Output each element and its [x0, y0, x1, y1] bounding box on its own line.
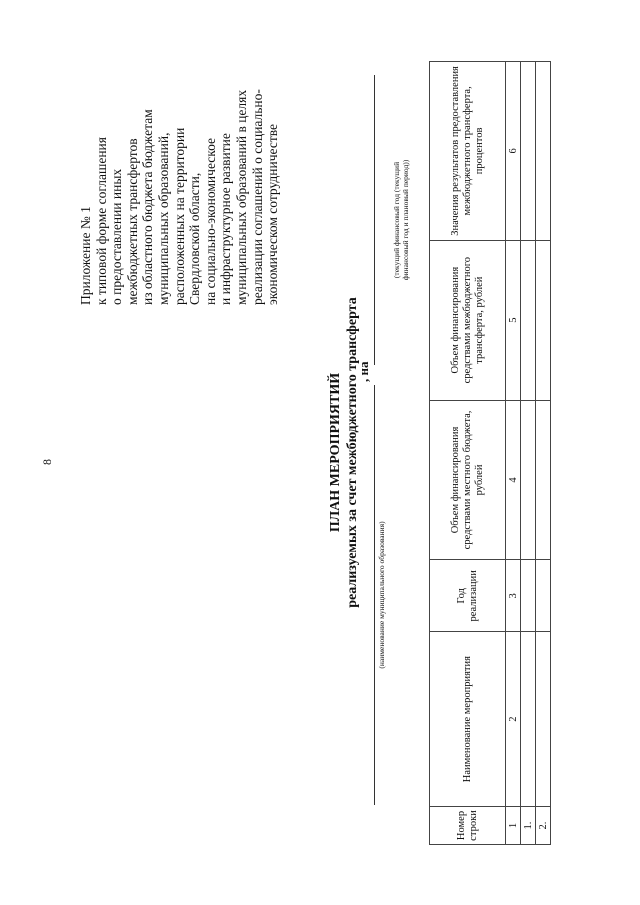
- table-cell: [536, 62, 551, 241]
- appendix-line: из областного бюджета бюджетам: [140, 109, 156, 305]
- appendix-line: экономическом сотрудничестве: [265, 123, 281, 305]
- page-number: 8: [40, 459, 54, 465]
- header-transfer-funding: Объем финансирования средствами межбюджетного трансферта, рублей: [430, 240, 506, 400]
- appendix-block: [78, 5, 281, 305]
- table-cell: [536, 632, 551, 807]
- column-number: 5: [506, 240, 521, 400]
- row-number-cell: 1.: [521, 807, 536, 845]
- column-number: 3: [506, 560, 521, 632]
- table-cell: [521, 632, 536, 807]
- table-row: [521, 62, 536, 845]
- column-number: 1: [506, 807, 521, 845]
- table-cell: [536, 400, 551, 560]
- appendix-line: Приложение № 1: [78, 206, 93, 305]
- appendix-line: межбюджетных трансфертов: [124, 138, 140, 305]
- appendix-line: к типовой форме соглашения: [93, 137, 109, 305]
- appendix-line: реализации соглашений о социально-: [249, 89, 265, 305]
- table-cell: [536, 240, 551, 400]
- na-label: , на: [356, 361, 371, 382]
- table-row: [536, 62, 551, 845]
- period-caption: [392, 80, 410, 360]
- column-number: 4: [506, 400, 521, 560]
- table-cell: [521, 62, 536, 241]
- appendix-line: расположенных на территории: [171, 127, 187, 305]
- document-title: ПЛАН МЕРОПРИЯТИЙ: [328, 372, 343, 533]
- municipality-fill-line: [360, 385, 375, 805]
- period-caption-line: (текущий финансовый год (текущий: [392, 161, 401, 279]
- appendix-line: Свердловской области,: [187, 172, 203, 305]
- appendix-line: и инфраструктурное развитие: [218, 133, 234, 305]
- header-result-values: Значения результатов предоставления межбюджетного трансферта, процентов: [430, 62, 506, 241]
- period-fill-line: [360, 75, 375, 365]
- period-caption-line: финансовый год и плановый период)): [401, 159, 410, 281]
- table-cell: [521, 560, 536, 632]
- table-cell: [521, 240, 536, 400]
- column-number-row: [506, 62, 521, 845]
- column-number: 6: [506, 62, 521, 241]
- header-year: Год реализации: [430, 560, 506, 632]
- column-number: 2: [506, 632, 521, 807]
- row-number-cell: 2.: [536, 807, 551, 845]
- appendix-line: муниципальных образований,: [155, 132, 171, 305]
- plan-table: [429, 61, 551, 845]
- appendix-line: о предоставлении иных: [109, 168, 125, 305]
- municipality-caption: (наименование муниципального образования): [377, 521, 386, 669]
- header-row-number: Номер строки: [430, 807, 506, 845]
- table-header-row: [430, 62, 506, 845]
- table-cell: [521, 400, 536, 560]
- table-cell: [536, 560, 551, 632]
- appendix-line: на социально-экономическое: [202, 137, 218, 305]
- document-subtitle: реализуемых за счет межбюджетного трансферта: [345, 297, 360, 608]
- appendix-line: муниципальных образований в целях: [233, 89, 249, 305]
- header-local-budget: Объем финансирования средствами местного бюджета, рублей: [430, 400, 506, 560]
- header-event-name: Наименование мероприятия: [430, 632, 506, 807]
